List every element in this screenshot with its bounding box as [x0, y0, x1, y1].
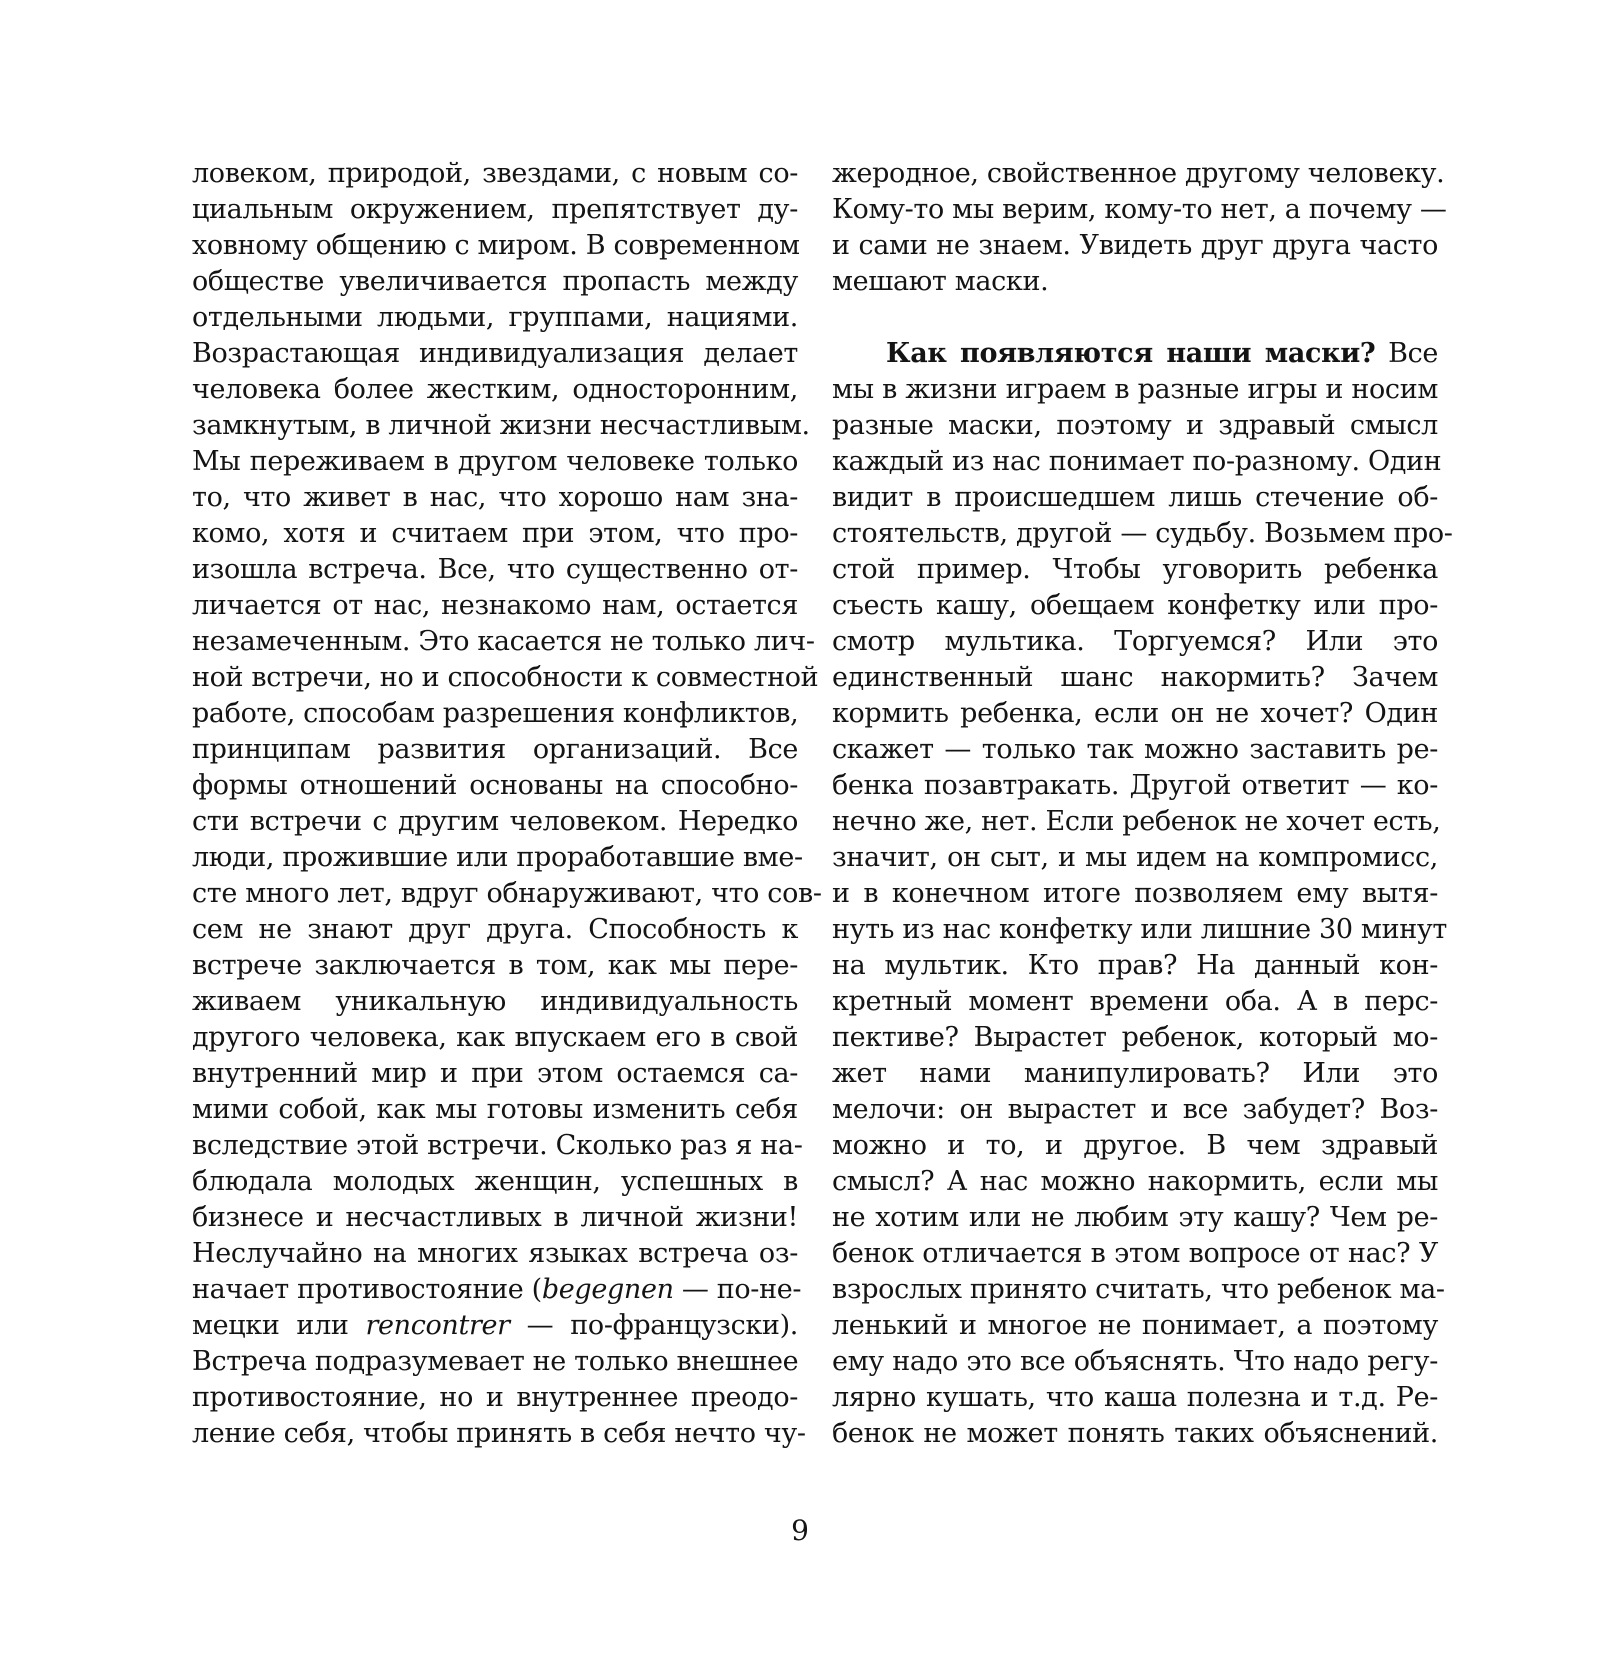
text-line: съесть кашу, обещаем конфетку или про-	[832, 590, 1438, 621]
text-line-with-foreign-term	[192, 1308, 798, 1344]
text-line: Неслучайно на многих языках встреча оз-	[192, 1238, 798, 1269]
left-text-column	[192, 156, 822, 1452]
text-line: ление себя, чтобы принять в себя нечто чу-	[192, 1418, 806, 1449]
text-line: нечно же, нет. Если ребенок не хочет есть,	[832, 806, 1441, 837]
text-line: то, что живет в нас, что хорошо нам зна-	[192, 482, 798, 513]
text-line: вследствие этой встречи. Сколько раз я на-	[192, 1130, 803, 1161]
text-line: встрече заключается в том, как мы пере-	[192, 950, 798, 981]
text-line: сем не знают друг друга. Способность к	[192, 914, 798, 945]
foreign-term-french: rencontrer	[365, 1310, 510, 1341]
text-line: сти встречи с другим человеком. Нередко	[192, 806, 798, 837]
right-text-column	[832, 156, 1453, 1452]
text-line: личается от нас, незнакомо нам, остается	[192, 590, 798, 621]
text-line: пективе? Вырастет ребенок, который мо-	[832, 1022, 1438, 1053]
text-line: незамеченным. Это касается не только лич-	[192, 626, 815, 657]
text-line: смысл? А нас можно накормить, если мы	[832, 1166, 1438, 1197]
paragraph-gap	[832, 300, 1438, 336]
text-line: кормить ребенка, если он не хочет? Один	[832, 698, 1438, 729]
text-line: скажет — только так можно заставить ре-	[832, 734, 1438, 765]
text-line: единственный шанс накормить? Зачем	[832, 662, 1438, 693]
text-line: ной встречи, но и способности к совместной	[192, 662, 819, 693]
text-line-with-foreign-term	[192, 1272, 802, 1308]
text-line: и в конечном итоге позволяем ему вытя-	[832, 878, 1438, 909]
text-line: каждый из нас понимает по-разному. Один	[832, 446, 1442, 477]
text-line: сте много лет, вдруг обнаруживают, что сов-	[192, 878, 822, 909]
text-line: кретный момент времени оба. А в перс-	[832, 986, 1438, 1017]
text-line: обществе увеличивается пропасть между	[192, 266, 798, 297]
text-line: принципам развития организаций. Все	[192, 734, 798, 765]
text-fragment: мецки или	[192, 1310, 366, 1341]
text-fragment: — по-не-	[673, 1274, 802, 1305]
text-line: бенка позавтракать. Другой ответит — ко-	[832, 770, 1438, 801]
text-line: Мы переживаем в другом человеке только	[192, 446, 798, 477]
text-line: внутренний мир и при этом остаемся са-	[192, 1058, 798, 1089]
text-line: бенок отличается в этом вопросе от нас? У	[832, 1238, 1438, 1269]
text-line: смотр мультика. Торгуемся? Или это	[832, 626, 1438, 657]
text-line: не хотим или не любим эту кашу? Чем ре-	[832, 1202, 1438, 1233]
text-line: можно и то, и другое. В чем здравый	[832, 1130, 1438, 1161]
text-line: противостояние, но и внутреннее преодо-	[192, 1382, 798, 1413]
text-line: комо, хотя и считаем при этом, что про-	[192, 518, 798, 549]
text-line: Встреча подразумевает не только внешнее	[192, 1346, 799, 1377]
text-line: люди, прожившие или проработавшие вме-	[192, 842, 803, 873]
text-line: видит в происшедшем лишь стечение об-	[832, 482, 1438, 513]
text-line: стой пример. Чтобы уговорить ребенка	[832, 554, 1438, 585]
text-line: на мультик. Кто прав? На данный кон-	[832, 950, 1438, 981]
page-number: 9	[791, 1514, 809, 1547]
text-line-paragraph-end: мешают маски.	[832, 266, 1049, 297]
text-line: ему надо это все объяснять. Что надо регу-	[832, 1346, 1438, 1377]
text-line: нуть из нас конфетку или лишние 30 минут	[832, 914, 1448, 945]
text-line: значит, он сыт, и мы идем на компромисс,	[832, 842, 1438, 873]
text-line: замкнутым, в личной жизни несчастливым.	[192, 410, 810, 441]
text-line: ловеком, природой, звездами, с новым со-	[192, 158, 798, 189]
text-line: Возрастающая индивидуализация делает	[192, 338, 798, 369]
section-heading: Как появляются наши маски?	[886, 338, 1376, 369]
text-line: Кому-то мы верим, кому-то нет, а почему —	[832, 194, 1447, 225]
section-first-line	[832, 336, 1438, 372]
text-line: человека более жестким, односторонним,	[192, 374, 798, 405]
text-line: разные маски, поэтому и здравый смысл	[832, 410, 1438, 441]
text-line: и сами не знаем. Увидеть друг друга часто	[832, 230, 1438, 261]
text-line: блюдала молодых женщин, успешных в	[192, 1166, 798, 1197]
text-line: отдельными людьми, группами, нациями.	[192, 302, 798, 333]
text-fragment: — по-французски).	[509, 1310, 798, 1341]
text-line: другого человека, как впускаем его в свой	[192, 1022, 798, 1053]
text-fragment: Все	[1375, 338, 1439, 369]
text-line: жеродное, свойственное другому человеку.	[832, 158, 1445, 189]
text-line: работе, способам разрешения конфликтов,	[192, 698, 799, 729]
text-line: ленький и многое не понимает, а поэтому	[832, 1310, 1438, 1341]
text-line: стоятельств, другой — судьбу. Возьмем про-	[832, 518, 1453, 549]
text-line: лярно кушать, что каша полезна и т.д. Ре-	[832, 1382, 1438, 1413]
text-line: бенок не может понять таких объяснений.	[832, 1418, 1438, 1449]
text-line: мими собой, как мы готовы изменить себя	[192, 1094, 798, 1125]
text-line: живаем уникальную индивидуальность	[192, 986, 798, 1017]
text-line: формы отношений основаны на способно-	[192, 770, 798, 801]
text-line: мелочи: он вырастет и все забудет? Воз-	[832, 1094, 1438, 1125]
text-line: взрослых принято считать, что ребенок ма-	[832, 1274, 1445, 1305]
text-line: бизнесе и несчастливых в личной жизни!	[192, 1202, 798, 1233]
text-line: циальным окружением, препятствует ду-	[192, 194, 798, 225]
text-line: жет нами манипулировать? Или это	[832, 1058, 1438, 1089]
foreign-term-german: begegnen	[541, 1274, 674, 1305]
text-fragment: начает противостояние (	[192, 1274, 542, 1305]
text-line: изошла встреча. Все, что существенно от-	[192, 554, 798, 585]
text-line: мы в жизни играем в разные игры и носим	[832, 374, 1438, 405]
text-line: ховному общению с миром. В современном	[192, 230, 800, 261]
